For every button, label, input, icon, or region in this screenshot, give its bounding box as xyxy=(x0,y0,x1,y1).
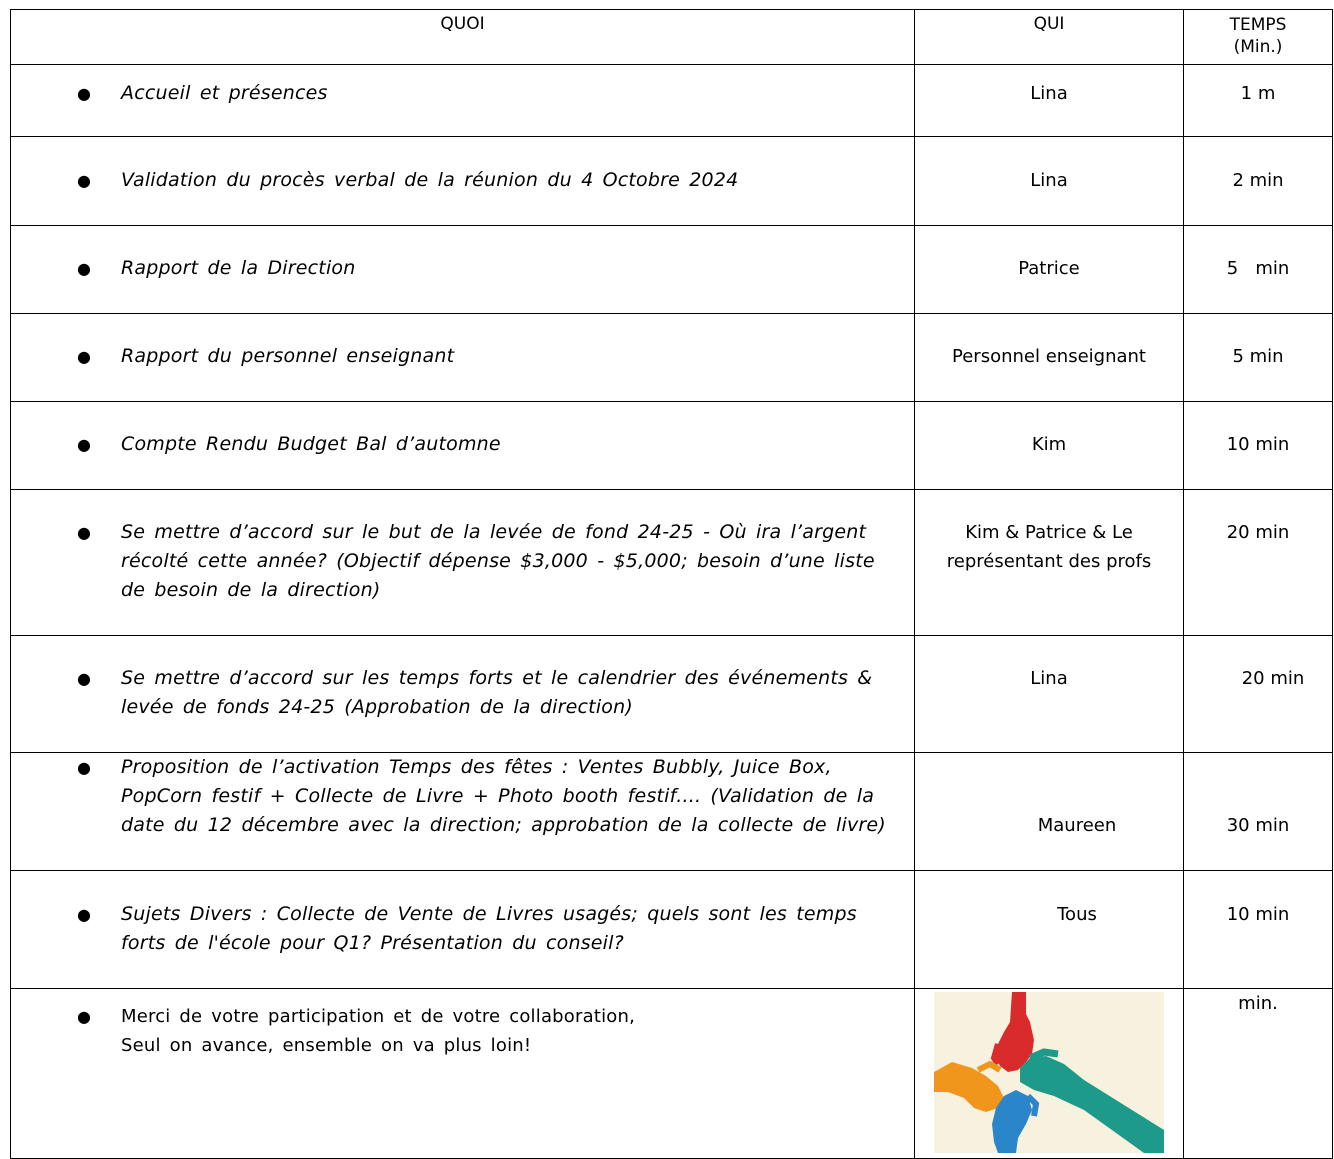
item-text: Accueil et présences xyxy=(121,82,328,104)
bullet-icon: ● xyxy=(77,669,91,688)
item-text: Se mettre d’accord sur les temps forts et le calendrier des événements & levée de fonds 24-25 (Approbation de la direction) xyxy=(121,667,873,718)
temps-cell: 20 min xyxy=(1184,490,1333,636)
temps-cell: 20 min xyxy=(1184,636,1333,753)
closing-line2: Seul on avance, ensemble on va plus loin! xyxy=(121,1035,532,1056)
table-row xyxy=(11,871,1333,989)
item-text: Rapport de la Direction xyxy=(121,257,356,279)
header-row xyxy=(11,10,1333,65)
temps-cell: 10 min xyxy=(1184,871,1333,989)
temps-cell: min. xyxy=(1184,989,1333,1159)
temps-cell: 10 min xyxy=(1184,402,1333,490)
quoi-cell xyxy=(11,65,915,137)
quoi-cell xyxy=(11,753,915,871)
quoi-cell xyxy=(11,137,915,226)
joined-hands-icon xyxy=(934,992,1164,1153)
item-text: Proposition de l’activation Temps des fêtes : Ventes Bubbly, Juice Box, PopCorn festif + Collecte de Livre + Photo booth festif.... (Validation de la date du 12 décembre avec la direction; approbation de la collecte de livre) xyxy=(121,756,886,836)
item-text: Sujets Divers : Collecte de Vente de Livres usagés; quels sont les temps forts de l'école pour Q1? Présentation du conseil? xyxy=(121,903,857,954)
header-temps-line2: (Min.) xyxy=(1233,37,1283,57)
qui-cell: Kim & Patrice & Le représentant des profs xyxy=(915,490,1184,636)
table-row xyxy=(11,314,1333,402)
closing-line1: Merci de votre participation et de votre collaboration, xyxy=(121,1006,636,1027)
table-row xyxy=(11,65,1333,137)
qui-cell: Maureen xyxy=(915,753,1184,871)
bullet-icon: ● xyxy=(77,905,91,924)
table-row xyxy=(11,402,1333,490)
temps-cell: 30 min xyxy=(1184,753,1333,871)
bullet-icon: ● xyxy=(77,758,91,777)
item-text: Validation du procès verbal de la réunion du 4 Octobre 2024 xyxy=(121,169,739,191)
qui-cell: Kim xyxy=(915,402,1184,490)
temps-cell: 5 min xyxy=(1184,314,1333,402)
qui-cell: Lina xyxy=(915,137,1184,226)
temps-cell: 1 m xyxy=(1184,65,1333,137)
bullet-icon: ● xyxy=(77,523,91,542)
qui-cell: Lina xyxy=(915,636,1184,753)
closing-cell xyxy=(11,989,915,1159)
header-qui: QUI xyxy=(915,10,1184,65)
bullet-icon: ● xyxy=(77,435,91,454)
agenda-table xyxy=(10,9,1333,1159)
quoi-cell xyxy=(11,636,915,753)
quoi-cell xyxy=(11,314,915,402)
table-row xyxy=(11,753,1333,871)
table-row xyxy=(11,636,1333,753)
header-temps xyxy=(1184,10,1333,65)
quoi-cell xyxy=(11,226,915,314)
image-cell xyxy=(915,989,1184,1159)
header-quoi: QUOI xyxy=(11,10,915,65)
bullet-icon: ● xyxy=(77,259,91,278)
qui-cell: Patrice xyxy=(915,226,1184,314)
bullet-icon: ● xyxy=(77,347,91,366)
bullet-icon: ● xyxy=(77,171,91,190)
table-row xyxy=(11,226,1333,314)
bullet-icon: ● xyxy=(77,84,91,103)
quoi-cell xyxy=(11,402,915,490)
quoi-cell xyxy=(11,490,915,636)
bullet-icon: ● xyxy=(77,1007,91,1026)
item-text: Compte Rendu Budget Bal d’automne xyxy=(121,433,501,455)
qui-cell: Lina xyxy=(915,65,1184,137)
header-temps-line1: TEMPS xyxy=(1229,15,1287,35)
quoi-cell xyxy=(11,871,915,989)
item-text: Se mettre d’accord sur le but de la levée de fond 24-25 - Où ira l’argent récolté cette année? (Objectif dépense $3,000 - $5,000; besoin d’une liste de besoin de la direction) xyxy=(121,521,875,601)
temps-cell: 2 min xyxy=(1184,137,1333,226)
temps-cell: 5 min xyxy=(1184,226,1333,314)
qui-cell: Tous xyxy=(915,871,1184,989)
item-text: Rapport du personnel enseignant xyxy=(121,345,455,367)
qui-cell: Personnel enseignant xyxy=(915,314,1184,402)
table-row xyxy=(11,137,1333,226)
closing-row xyxy=(11,989,1333,1159)
table-row xyxy=(11,490,1333,636)
